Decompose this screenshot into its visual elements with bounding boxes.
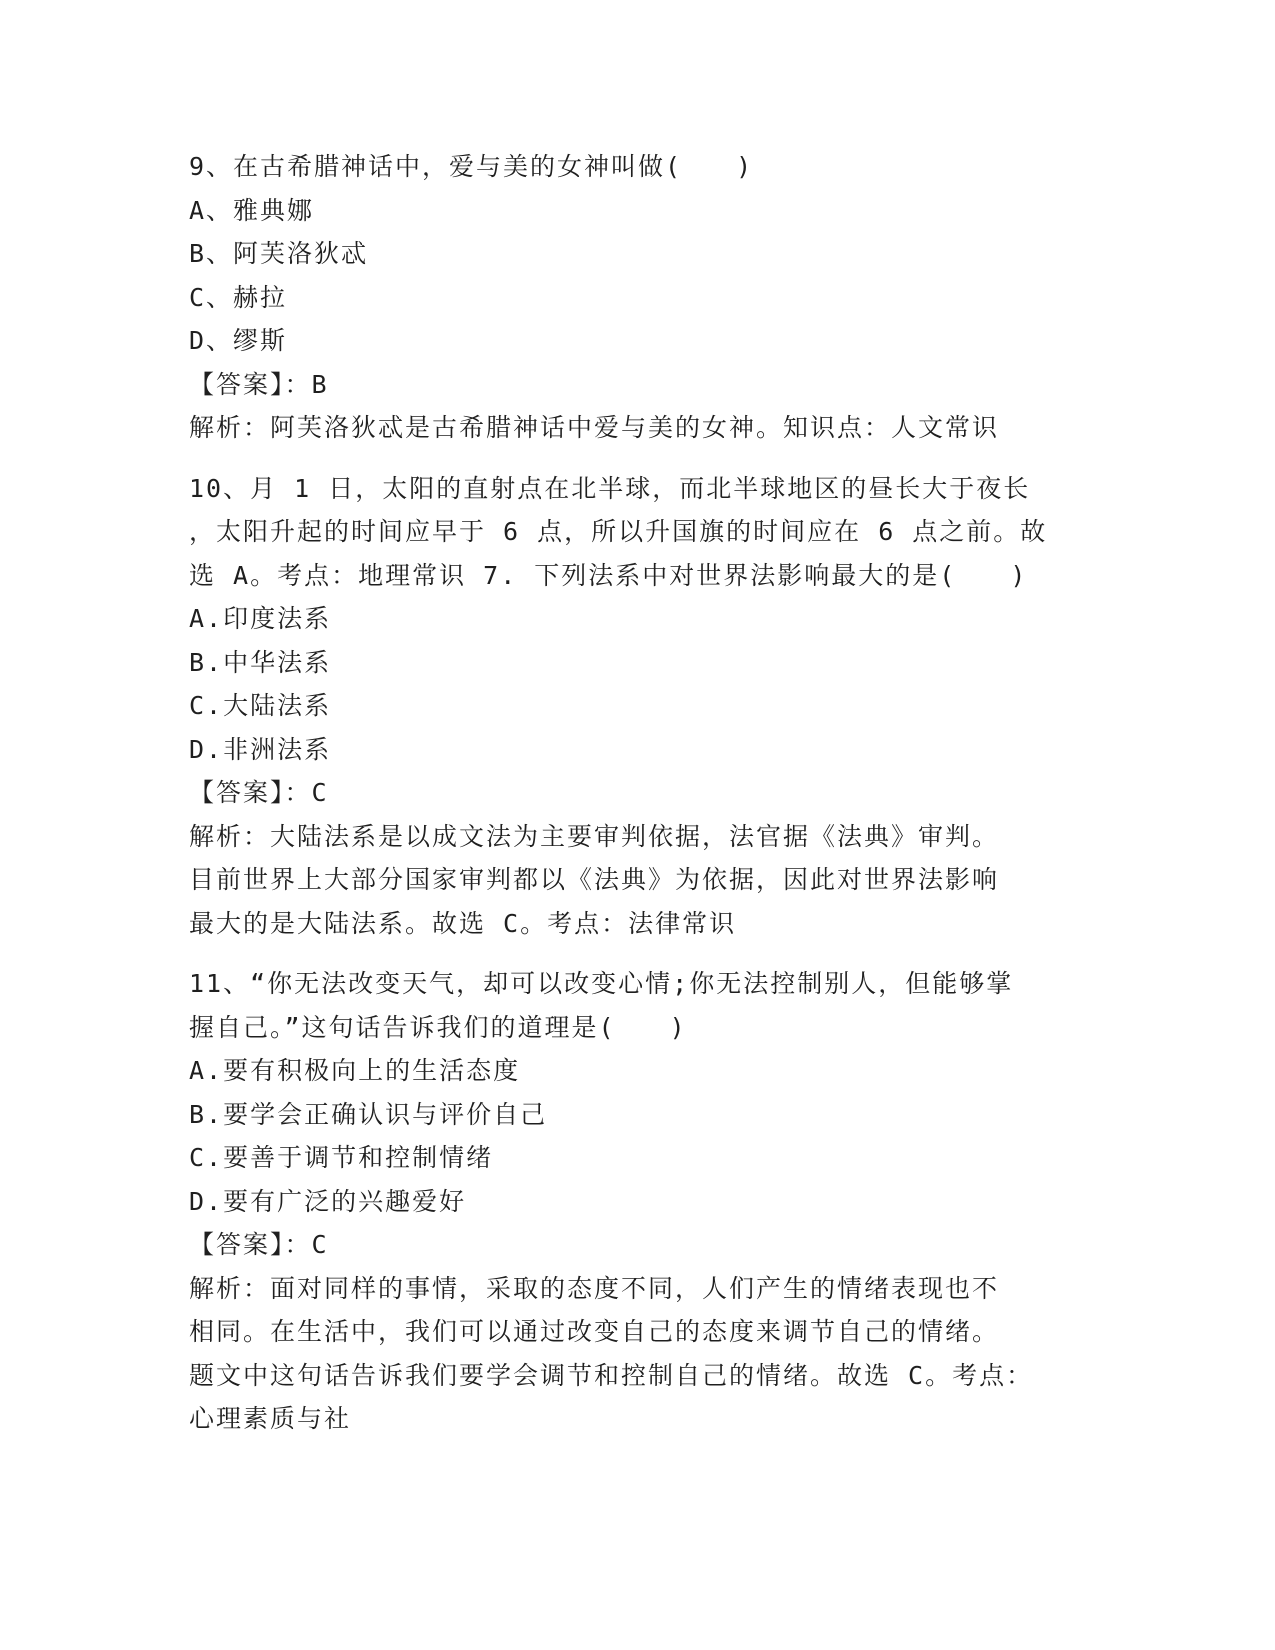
document-content	[189, 145, 1089, 1458]
question-stem-line: ，太阳升起的时间应早于 6 点，所以升国旗的时间应在 6 点之前。故	[189, 517, 1048, 546]
question-stem: 9、在古希腊神话中，爱与美的女神叫做( )	[189, 152, 754, 181]
option-d: D、缪斯	[189, 326, 288, 355]
question-stem-line: 握自己。”这句话告诉我们的道理是( )	[189, 1012, 687, 1042]
question-9	[189, 145, 1089, 450]
analysis-text: 解析：阿芙洛狄忒是古希腊神话中爱与美的女神。知识点：人文常识	[189, 413, 1000, 442]
option-c: C.要善于调节和控制情绪	[189, 1143, 494, 1172]
analysis-line: 目前世界上大部分国家审判都以《法典》为依据，因此对世界法影响	[189, 865, 1000, 894]
question-10	[189, 467, 1089, 946]
question-stem-line: 10、月 1 日，太阳的直射点在北半球，而北半球地区的昼长大于夜长	[189, 473, 1031, 503]
question-11	[189, 962, 1089, 1441]
option-a: A.印度法系	[189, 604, 332, 633]
question-stem-line: 选 A。考点：地理常识 7. 下列法系中对世界法影响最大的是( )	[189, 560, 1028, 590]
analysis-line: 解析：面对同样的事情，采取的态度不同，人们产生的情绪表现也不	[189, 1273, 1000, 1303]
analysis-line: 相同。在生活中，我们可以通过改变自己的态度来调节自己的情绪。	[189, 1317, 1000, 1346]
option-b: B、阿芙洛狄忒	[189, 239, 369, 268]
option-c: C.大陆法系	[189, 691, 332, 720]
option-a: A、雅典娜	[189, 195, 315, 225]
option-a: A.要有积极向上的生活态度	[189, 1056, 521, 1085]
analysis-line: 心理素质与社	[189, 1404, 352, 1433]
analysis-line: 解析：大陆法系是以成文法为主要审判依据，法官据《法典》审判。	[189, 821, 1000, 851]
option-c: C、赫拉	[189, 282, 288, 312]
analysis-line: 题文中这句话告诉我们要学会调节和控制自己的情绪。故选 C。考点：	[189, 1360, 1034, 1390]
option-d: D.非洲法系	[189, 734, 332, 764]
option-b: B.中华法系	[189, 647, 332, 677]
option-b: B.要学会正确认识与评价自己	[189, 1099, 548, 1129]
answer-label: 【答案】：C	[189, 778, 329, 807]
option-d: D.要有广泛的兴趣爱好	[189, 1186, 467, 1216]
answer-label: 【答案】：C	[189, 1230, 329, 1259]
question-stem-line: 11、“你无法改变天气，却可以改变心情;你无法控制别人，但能够掌	[189, 969, 1014, 998]
answer-label: 【答案】：B	[189, 369, 329, 399]
analysis-line: 最大的是大陆法系。故选 C。考点：法律常识	[189, 908, 737, 938]
